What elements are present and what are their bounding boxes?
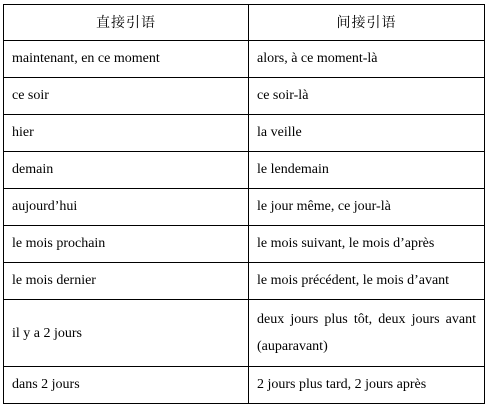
table-row [4, 78, 485, 115]
header-direct-speech: 直接引语 [4, 5, 249, 41]
indirect-cell: ce soir-là [249, 78, 485, 115]
direct-cell: dans 2 jours [4, 367, 249, 404]
table-row [4, 152, 485, 189]
direct-cell: le mois dernier [4, 263, 249, 300]
indirect-cell: le lendemain [249, 152, 485, 189]
indirect-cell: la veille [249, 115, 485, 152]
direct-cell: maintenant, en ce moment [4, 41, 249, 78]
direct-cell: il y a 2 jours [4, 300, 249, 367]
table-row [4, 367, 485, 404]
table-row [4, 300, 485, 367]
indirect-cell: le jour même, ce jour-là [249, 189, 485, 226]
direct-cell: hier [4, 115, 249, 152]
direct-cell: ce soir [4, 78, 249, 115]
table-row [4, 41, 485, 78]
table-row [4, 115, 485, 152]
table-row [4, 263, 485, 300]
indirect-cell: le mois suivant, le mois d’après [249, 226, 485, 263]
header-row [4, 5, 485, 41]
indirect-cell: alors, à ce moment-là [249, 41, 485, 78]
table-row [4, 226, 485, 263]
indirect-cell: le mois précédent, le mois d’avant [249, 263, 485, 300]
direct-cell: aujourd’hui [4, 189, 249, 226]
table-row [4, 189, 485, 226]
page [3, 4, 485, 404]
indirect-cell: deux jours plus tôt, deux jours avant (auparavant) [249, 300, 485, 367]
direct-indirect-speech-table [3, 4, 485, 404]
header-indirect-speech: 间接引语 [249, 5, 485, 41]
direct-cell: le mois prochain [4, 226, 249, 263]
direct-cell: demain [4, 152, 249, 189]
indirect-cell: 2 jours plus tard, 2 jours après [249, 367, 485, 404]
